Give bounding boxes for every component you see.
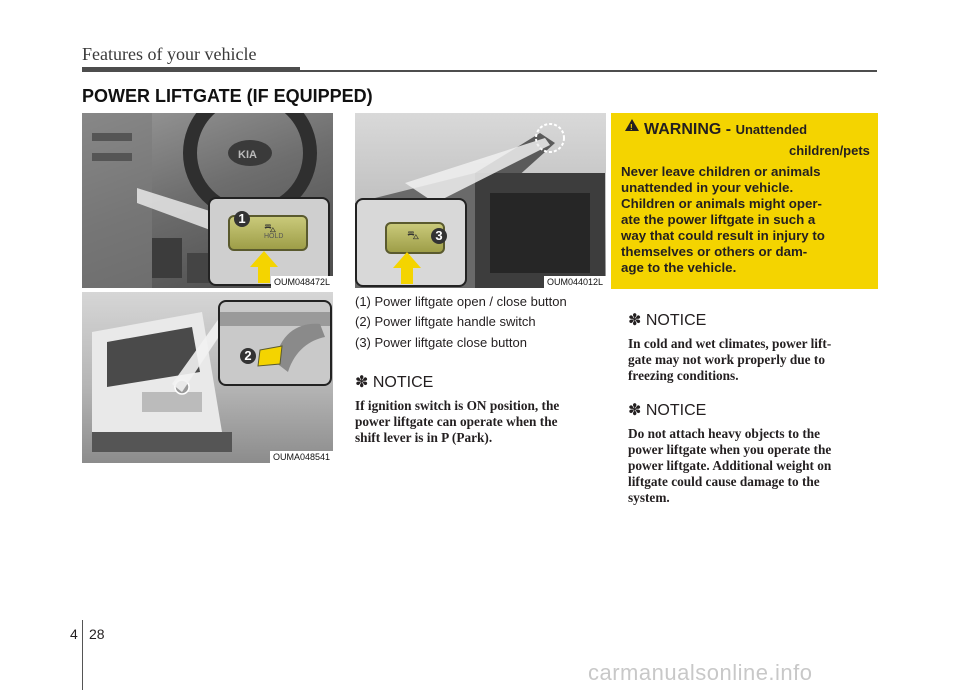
- notice-body: [355, 398, 605, 446]
- switch-callout-2: [218, 300, 332, 386]
- warning-label: WARNING -: [644, 121, 732, 138]
- arrow-stem: [401, 268, 413, 284]
- warning-line: Children or animals might oper-: [621, 196, 822, 211]
- warning-line: themselves or others or dam-: [621, 244, 808, 259]
- notice-heading: ✽ NOTICE: [355, 374, 434, 391]
- warning-line: age to the vehicle.: [621, 260, 737, 275]
- callout-number-1: 1: [234, 211, 250, 227]
- warning-subject: Unattended: [735, 122, 808, 137]
- notice-body: [628, 426, 878, 506]
- warning-icon-mark: !: [630, 123, 633, 132]
- warning-line: Never leave children or animals: [621, 164, 821, 179]
- figure-caption: OUM044012L: [544, 276, 606, 288]
- figure-rear-handle: [82, 292, 333, 463]
- figure-dashboard-switch: [82, 113, 333, 288]
- footer-divider: [82, 620, 83, 690]
- watermark: carmanualsonline.info: [588, 660, 813, 685]
- switch-callout-3: [355, 198, 467, 287]
- switch-hold-label: HOLD: [264, 233, 284, 240]
- warning-line: way that could result in injury to: [621, 228, 825, 243]
- figure-caption: OUM048472L: [271, 276, 333, 288]
- callout-number-3: 3: [431, 228, 447, 244]
- warning-heading: [644, 121, 807, 139]
- notice-line: shift lever is in P (Park).: [355, 430, 493, 445]
- section-title: POWER LIFTGATE (IF EQUIPPED): [82, 86, 373, 106]
- notice-line: power liftgate. Additional weight on: [628, 458, 832, 473]
- notice-line: freezing conditions.: [628, 368, 739, 383]
- notice-line: gate may not work properly due to: [628, 352, 825, 367]
- notice-heading: ✽ NOTICE: [628, 312, 707, 329]
- hand-pressing-handle: [220, 302, 330, 384]
- figure-caption: OUMA048541: [270, 451, 333, 463]
- header-rule: [82, 67, 300, 72]
- notice-line: Do not attach heavy objects to the: [628, 426, 821, 441]
- arrow-up-icon: [250, 251, 278, 267]
- notice-line: If ignition switch is ON position, the: [355, 398, 560, 413]
- notice-line: In cold and wet climates, power lift-: [628, 336, 832, 351]
- switch-callout-1: [208, 197, 330, 286]
- notice-line: power liftgate when you operate the: [628, 442, 832, 457]
- svg-text:KIA: KIA: [238, 149, 257, 161]
- arrow-stem: [258, 267, 270, 283]
- notice-body: [628, 336, 878, 384]
- page-header-title: Features of your vehicle: [82, 44, 257, 64]
- notice-line: power liftgate can operate when the: [355, 414, 558, 429]
- list-item: (2) Power liftgate handle switch: [355, 314, 536, 329]
- notice-line: system.: [628, 490, 670, 505]
- list-item: (3) Power liftgate close button: [355, 335, 527, 350]
- chapter-number: 4: [70, 626, 78, 642]
- notice-line: liftgate could cause damage to the: [628, 474, 820, 489]
- warning-subject-2: children/pets: [789, 143, 870, 158]
- car-icon: ⛍: [264, 221, 277, 235]
- liftgate-icon: ⛍: [407, 228, 420, 242]
- figure-open-liftgate: [355, 113, 606, 288]
- callout-number-2: 2: [240, 348, 256, 364]
- notice-heading: ✽ NOTICE: [628, 402, 707, 419]
- page-number: 28: [89, 626, 105, 642]
- warning-body: [621, 164, 868, 276]
- warning-line: ate the power liftgate in such a: [621, 212, 816, 227]
- warning-box: [611, 113, 878, 289]
- header-rule-thin: [300, 70, 877, 72]
- arrow-up-icon: [393, 252, 421, 268]
- list-item: (1) Power liftgate open / close button: [355, 294, 567, 309]
- warning-line: unattended in your vehicle.: [621, 180, 794, 195]
